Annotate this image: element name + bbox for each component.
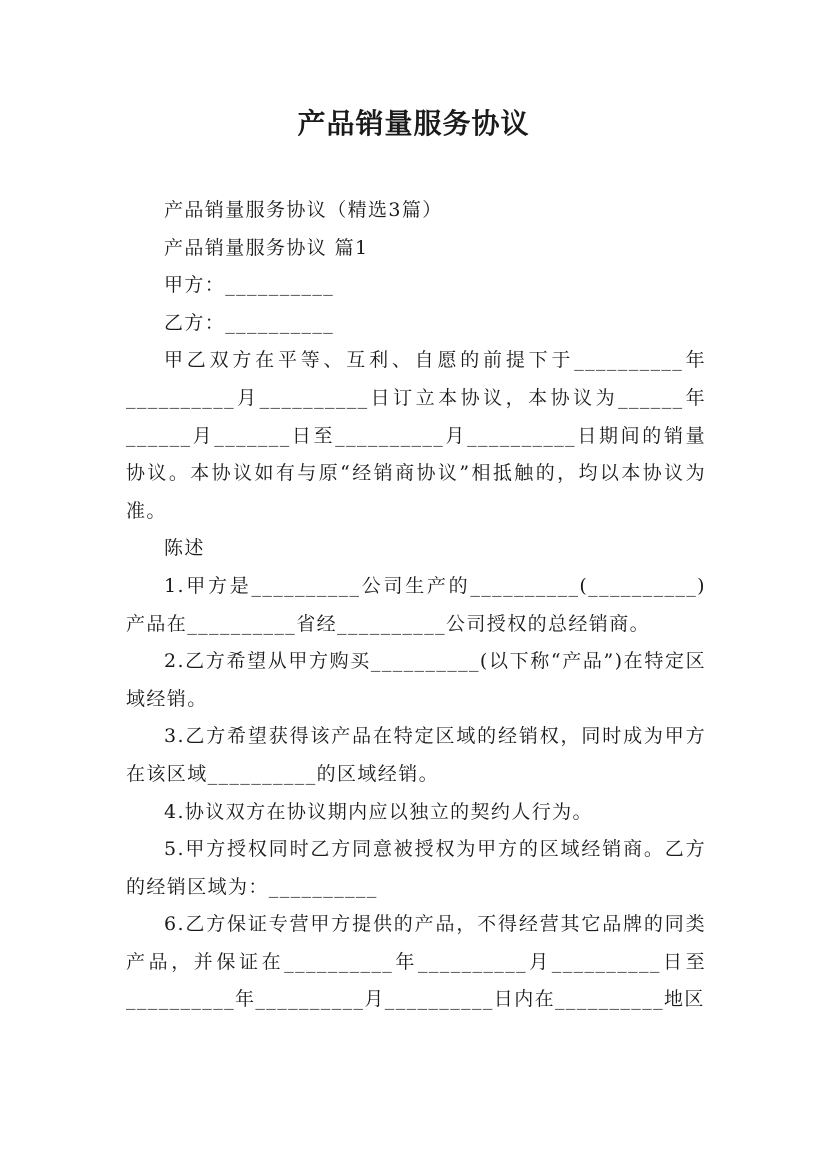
paragraph-clause-1: 1.甲方是__________公司生产的__________(__________)产品在__________省经__________公司授权的总经销商。 — [126, 574, 706, 635]
document-title: 产品销量服务协议 — [297, 107, 530, 140]
paragraph-preamble: 甲乙双方在平等、互利、自愿的前提下于__________年__________月__________日订立本协议，本协议为______年______月_______日至__________月__________日期间的销量协议。本协议如有与原“经销商协议”相抵触的，均以本协议为准。 — [126, 349, 706, 522]
paragraph-statement-heading: 陈述 — [164, 537, 205, 560]
paragraph-party-b: 乙方：__________ — [164, 311, 335, 334]
paragraph-clause-4: 4.协议双方在协议期内应以独立的契约人行为。 — [164, 800, 593, 823]
paragraph-subtitle: 产品销量服务协议（精选3篇） — [164, 199, 443, 221]
paragraph-clause-6: 6.乙方保证专营甲方提供的产品，不得经营其它品牌的同类产品，并保证在__________年__________月__________日至__________年__________月__________日内在__________地区 — [126, 913, 706, 1011]
paragraph-clause-2: 2.乙方希望从甲方购买__________(以下称“产品”)在特定区域经销。 — [126, 650, 706, 710]
paragraph-clause-5: 5.甲方授权同时乙方同意被授权为甲方的区域经销商。乙方的经销区域为：__________ — [126, 838, 706, 898]
document-body — [126, 192, 706, 1019]
paragraph-section-heading: 产品销量服务协议 篇1 — [164, 236, 369, 259]
paragraph-clause-3: 3.乙方希望获得该产品在特定区域的经销权，同时成为甲方在该区域__________的区域经销。 — [126, 725, 706, 785]
paragraph-party-a: 甲方：__________ — [164, 274, 335, 297]
